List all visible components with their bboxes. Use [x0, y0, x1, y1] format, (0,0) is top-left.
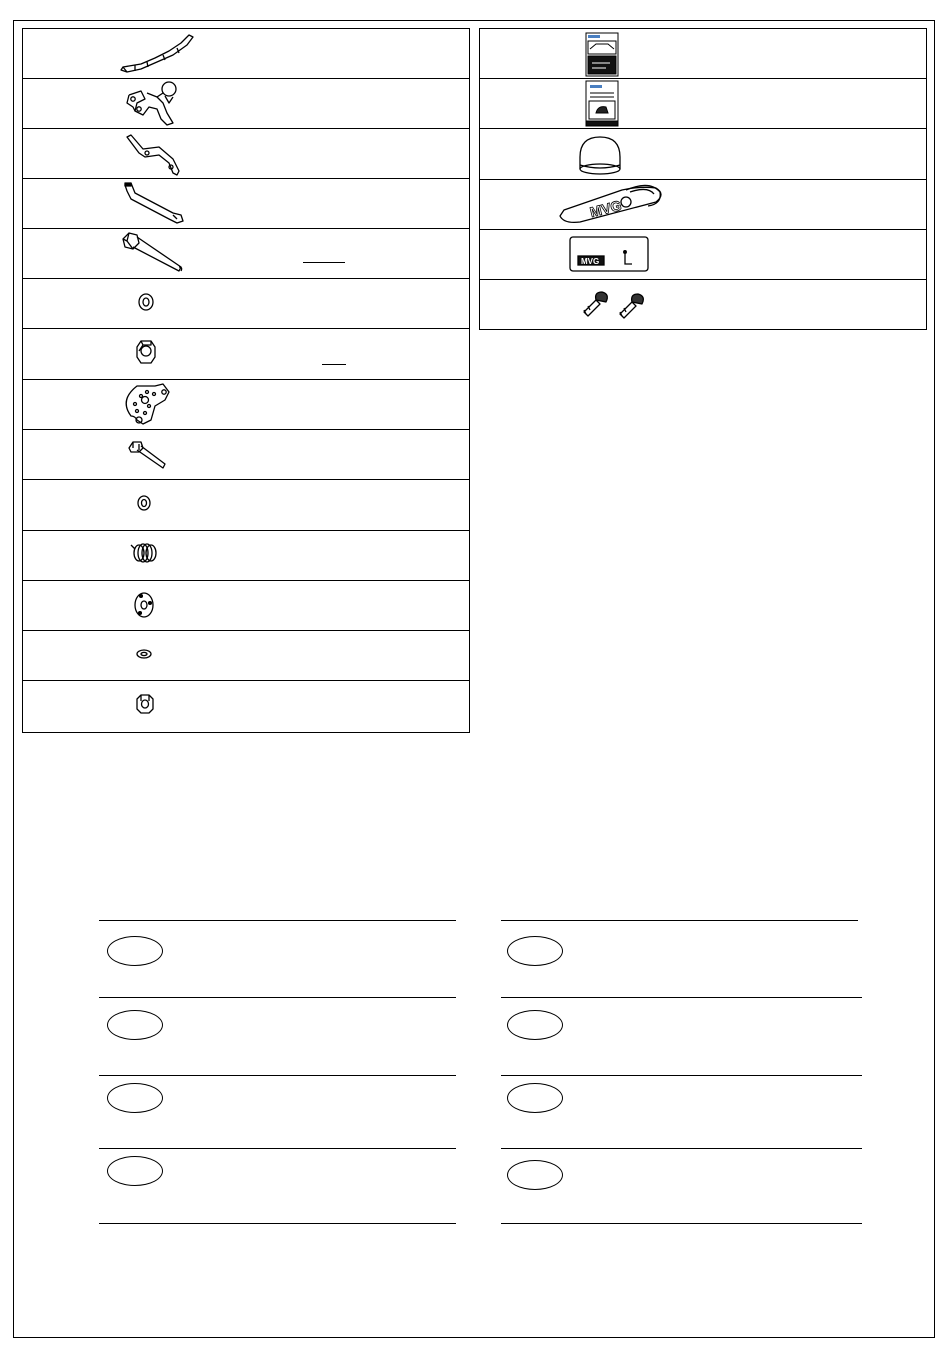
- hex-nut-icon: [23, 329, 469, 380]
- crossbar-icon: [23, 29, 469, 79]
- part-row-ball-cover: [480, 129, 926, 180]
- quantity-underline: [322, 364, 346, 365]
- spring-washer-icon: [23, 531, 469, 581]
- mvg-tag-icon: [480, 180, 926, 230]
- step-oval: [107, 1083, 163, 1113]
- part-row-flange-disc: [23, 581, 469, 631]
- flat-washer-icon: [23, 631, 469, 681]
- step-divider: [99, 997, 456, 998]
- ball-cover-cap-icon: [480, 129, 926, 180]
- part-row-keys: [480, 280, 926, 329]
- step-divider: [99, 920, 456, 921]
- part-row-label-plate: [480, 230, 926, 280]
- parts-list-right: [479, 28, 927, 330]
- part-row-small-washer: [23, 480, 469, 531]
- washer-icon: [23, 279, 469, 329]
- part-row-bolt: [23, 430, 469, 480]
- socket-plate-icon: [23, 380, 469, 430]
- step-oval: [107, 1156, 163, 1186]
- part-row-user-manual: [480, 79, 926, 129]
- part-row-mvg-tag: [480, 180, 926, 230]
- small-washer-icon: [23, 480, 469, 531]
- step-oval: [507, 1010, 563, 1040]
- part-row-spring-washer: [23, 531, 469, 581]
- towball-neck-icon: [23, 79, 469, 129]
- step-divider: [99, 1148, 456, 1149]
- keys-icon: [480, 280, 926, 329]
- step-oval: [107, 1010, 163, 1040]
- parts-list-left: [22, 28, 470, 733]
- bolt-icon: [23, 430, 469, 480]
- part-row-side-bracket: [23, 129, 469, 179]
- part-row-flat-washer: [23, 631, 469, 681]
- part-row-support-strap: [23, 179, 469, 229]
- step-divider: [99, 1075, 456, 1076]
- step-divider: [501, 1075, 862, 1076]
- step-oval: [507, 1083, 563, 1113]
- step-divider: [99, 1223, 456, 1224]
- lock-nut-icon: [23, 681, 469, 731]
- step-oval: [507, 936, 563, 966]
- mvg-plate-text: MVG: [581, 257, 600, 266]
- part-row-towball: [23, 79, 469, 129]
- fitting-manual-icon: [480, 29, 926, 79]
- part-row-lock-nut: [23, 681, 469, 731]
- step-divider: [501, 1223, 862, 1224]
- part-row-washer: [23, 279, 469, 329]
- part-row-long-bolt: [23, 229, 469, 279]
- step-divider: [501, 1148, 862, 1149]
- user-manual-icon: [480, 79, 926, 129]
- step-oval: [107, 936, 163, 966]
- step-oval: [507, 1160, 563, 1190]
- step-divider: [501, 997, 862, 998]
- part-row-fitting-manual: [480, 29, 926, 79]
- part-row-crossbar: [23, 29, 469, 79]
- part-row-hex-nut: [23, 329, 469, 380]
- mvg-logo-text: MVG: [588, 196, 624, 221]
- side-bracket-icon: [23, 129, 469, 179]
- long-bolt-icon: [23, 229, 469, 279]
- flange-disc-icon: [23, 581, 469, 631]
- support-strap-icon: [23, 179, 469, 229]
- mvg-label-plate-icon: [480, 230, 926, 280]
- quantity-underline: [303, 262, 345, 263]
- step-divider: [501, 920, 858, 921]
- part-row-socket-plate: [23, 380, 469, 430]
